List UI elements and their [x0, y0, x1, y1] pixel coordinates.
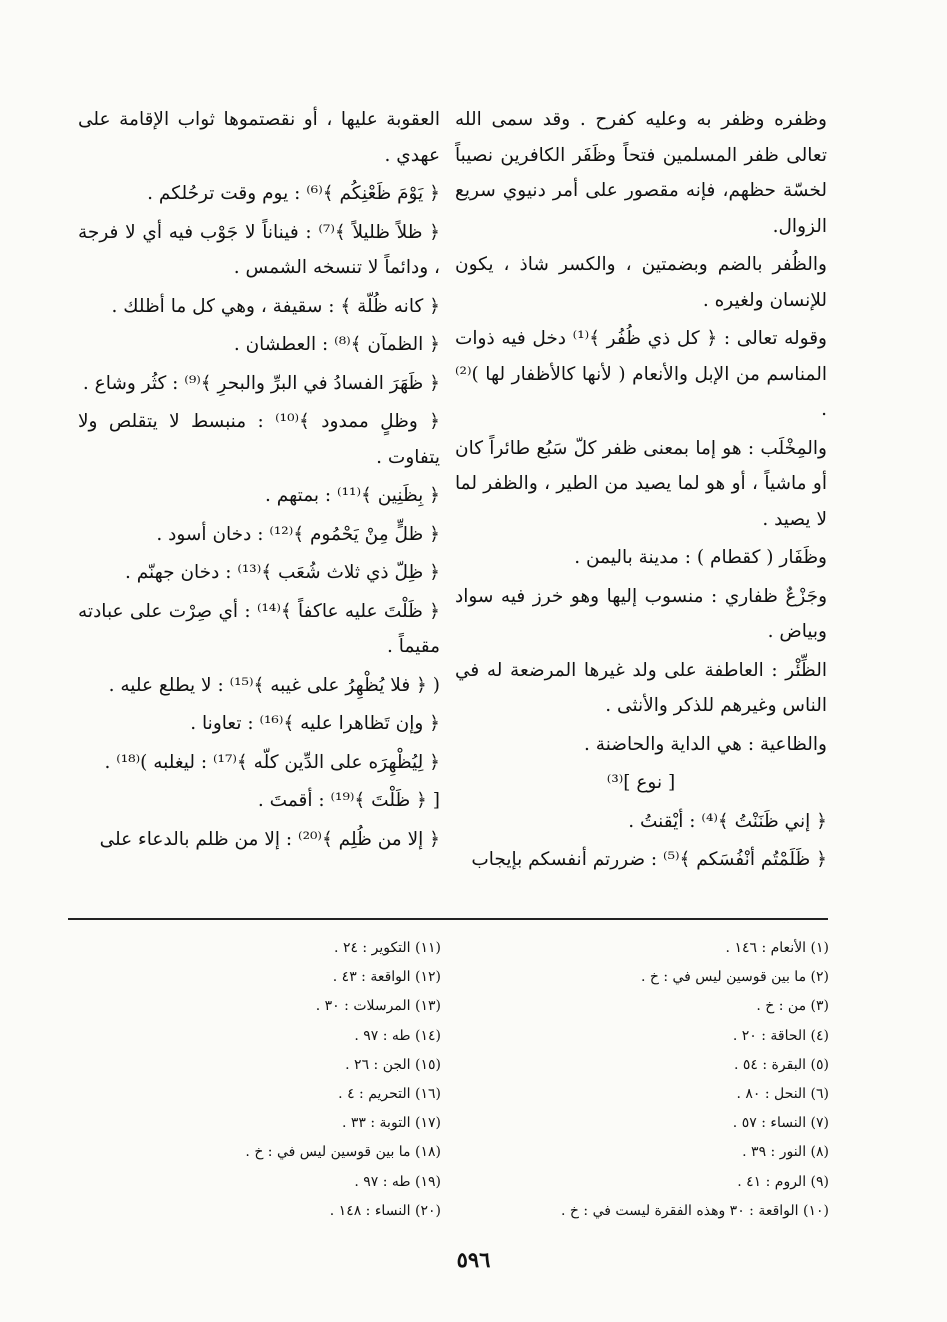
footnote: (١٣) المرسلات : ٣٠ . [315, 998, 441, 1015]
footnote-divider [68, 918, 828, 920]
paragraph: ﴿ ظلٍّ مِنْ يَحْمُوم ﴾⁽¹²⁾ : دخان أسود . [156, 523, 440, 545]
paragraph: ( ﴿ فلا يُظْهِرُ على غيبه ﴾⁽¹⁵⁾ : لا يطلع عليه . [108, 674, 440, 696]
footnote: (٦) النحل : ٨٠ . [736, 1086, 829, 1103]
footnote: (١٦) التحريم : ٤ . [338, 1086, 441, 1103]
paragraph: والظُفر بالضم وبضمتين ، والكسر شاذ ، يكون للإنسان ولغيره . [455, 254, 827, 311]
footnote: (٢) ما بين قوسين ليس في : خ . [640, 969, 829, 986]
footnote: (٨) النور : ٣٩ . [742, 1144, 829, 1161]
footnotes-left-column [141, 934, 441, 1226]
footnote: (٣) من : خ . [756, 998, 829, 1015]
footnotes-right-column [509, 934, 829, 1226]
section-heading: [ نوع ]⁽³⁾ [606, 772, 676, 793]
footnote: (٢٠) النساء : ١٤٨ . [329, 1202, 441, 1219]
footnote: (٤) الحاقة : ٢٠ . [732, 1027, 829, 1044]
footnote: (١٨) ما بين قوسين ليس في : خ . [245, 1144, 441, 1161]
footnote: (١٩) طه : ٩٧ . [354, 1173, 441, 1190]
paragraph: وقوله تعالى : ﴿ كل ذي ظُفُر ﴾⁽¹⁾ دخل فيه ذوات المناسم من الإبل والأنعام ( لأنها كالأظفار لها )⁽²⁾ . [455, 328, 827, 420]
paragraph: ﴿ ظِلّ ذي ثلاث شُعَب ﴾⁽¹³⁾ : دخان جهنّم . [124, 562, 440, 583]
paragraph: ﴿ وظلٍ ممدود ﴾⁽¹⁰⁾ : منبسط لا يتقلص ولا يتفاوت . [78, 411, 440, 468]
footnote: (٥) البقرة : ٥٤ . [733, 1056, 829, 1073]
paragraph: العقوبة عليها ، أو نقصتموها ثواب الإقامة على عهدي . [78, 109, 440, 166]
paragraph: الظِّئْر : العاطفة على ولد غيرها المرضعة له في الناس وغيرهم للذكر والأنثى . [455, 659, 827, 716]
paragraph: ﴿ ظَلَمْتُم أنْفُسَكم ﴾⁽⁵⁾ : ضررتم أنفسكم بإيجاب [471, 849, 827, 870]
footnote: (١) الأنعام : ١٤٦ . [725, 940, 829, 956]
paragraph: ﴿ ظلاً ظليلاً ﴾⁽⁷⁾ : فيناناً لا جَوْب فيه أي لا فرجة ، ودائماً لا تنسخه الشمس . [78, 221, 440, 278]
left-text-column [78, 102, 440, 860]
paragraph: ﴿ إني ظَنَنْتُ ﴾⁽⁴⁾ : أيْقنتُ . [628, 810, 827, 832]
paragraph: [ ﴿ ظَلْتَ ﴾⁽¹⁹⁾ : أقمتَ . [257, 790, 440, 811]
footnote: (١٧) التوبة : ٣٣ . [341, 1115, 441, 1132]
paragraph: ﴿ لِيُظْهِرَه على الدِّين كلّه ﴾⁽¹⁷⁾ : ليغلبه )⁽¹⁸⁾ . [104, 751, 440, 773]
paragraph: وظفره وظفر به وعليه كفرح . وقد سمى الله تعالى ظفر المسلمين فتحاً وظَفَر الكافرين نصيباً لخسّة حظهم، فإنه مقصور على أمر دنيوي سريع الزوال. [455, 109, 827, 237]
paragraph: والمِخْلَب : هو إما بمعنى ظفر كلّ سَبُع طائراً كان أو ماشياً ، أو هو لما يصيد من الطير ، والظفر لما لا يصيد . [455, 437, 827, 530]
page-number: ٥٩٦ [456, 1247, 491, 1272]
footnote: (١٤) طه : ٩٧ . [354, 1027, 441, 1044]
right-text-column [455, 102, 827, 881]
footnote: (١١) التكوير : ٢٤ . [334, 940, 441, 956]
footnote: (١٢) الواقعة : ٤٣ . [332, 969, 441, 986]
paragraph: وظَفَار ( كقطام ) : مدينة باليمن . [574, 547, 827, 568]
paragraph: ﴿ ظَلْتَ عليه عاكفاً ﴾⁽¹⁴⁾ : أي صِرْت على عبادته مقيماً . [78, 600, 440, 657]
paragraph: ﴿ وإن تَظاهرا عليه ﴾⁽¹⁶⁾ : تعاونا . [190, 713, 440, 734]
paragraph: ﴿ ظَهَرَ الفسادُ في البرِّ والبحرِ ﴾⁽⁹⁾ : كثُر وشاع . [82, 372, 440, 394]
paragraph: ﴿ بِظَنِين ﴾⁽¹¹⁾ : بمتهم . [265, 485, 440, 506]
paragraph: ﴿ كانه ظُلّة ﴾ : سقيفة ، وهي كل ما أظلك . [111, 295, 440, 317]
paragraph: وجَزْعٌ ظفاري : منسوب إليها وهو خرز فيه سواد وبياض . [455, 585, 827, 642]
paragraph: ﴿ الظمآن ﴾⁽⁸⁾ : العطشان . [233, 334, 440, 355]
paragraph: ﴿ إلا من ظُلِم ﴾⁽²⁰⁾ : إلا من ظلم بالدعاء على [99, 828, 440, 850]
footnote: (١٠) الواقعة : ٣٠ وهذه الفقرة ليست في : خ . [561, 1202, 829, 1219]
paragraph: ﴿ يَوْمَ ظَعْنِكُم ﴾⁽⁶⁾ : يوم وقت ترحُلكم . [147, 183, 440, 204]
footnote: (٧) النساء : ٥٧ . [732, 1115, 829, 1132]
paragraph: والظاعية : هي الداية والحاضنة . [584, 733, 827, 755]
footnote: (٩) الروم : ٤١ . [737, 1173, 829, 1190]
footnote: (١٥) الجن : ٢٦ . [345, 1056, 441, 1073]
